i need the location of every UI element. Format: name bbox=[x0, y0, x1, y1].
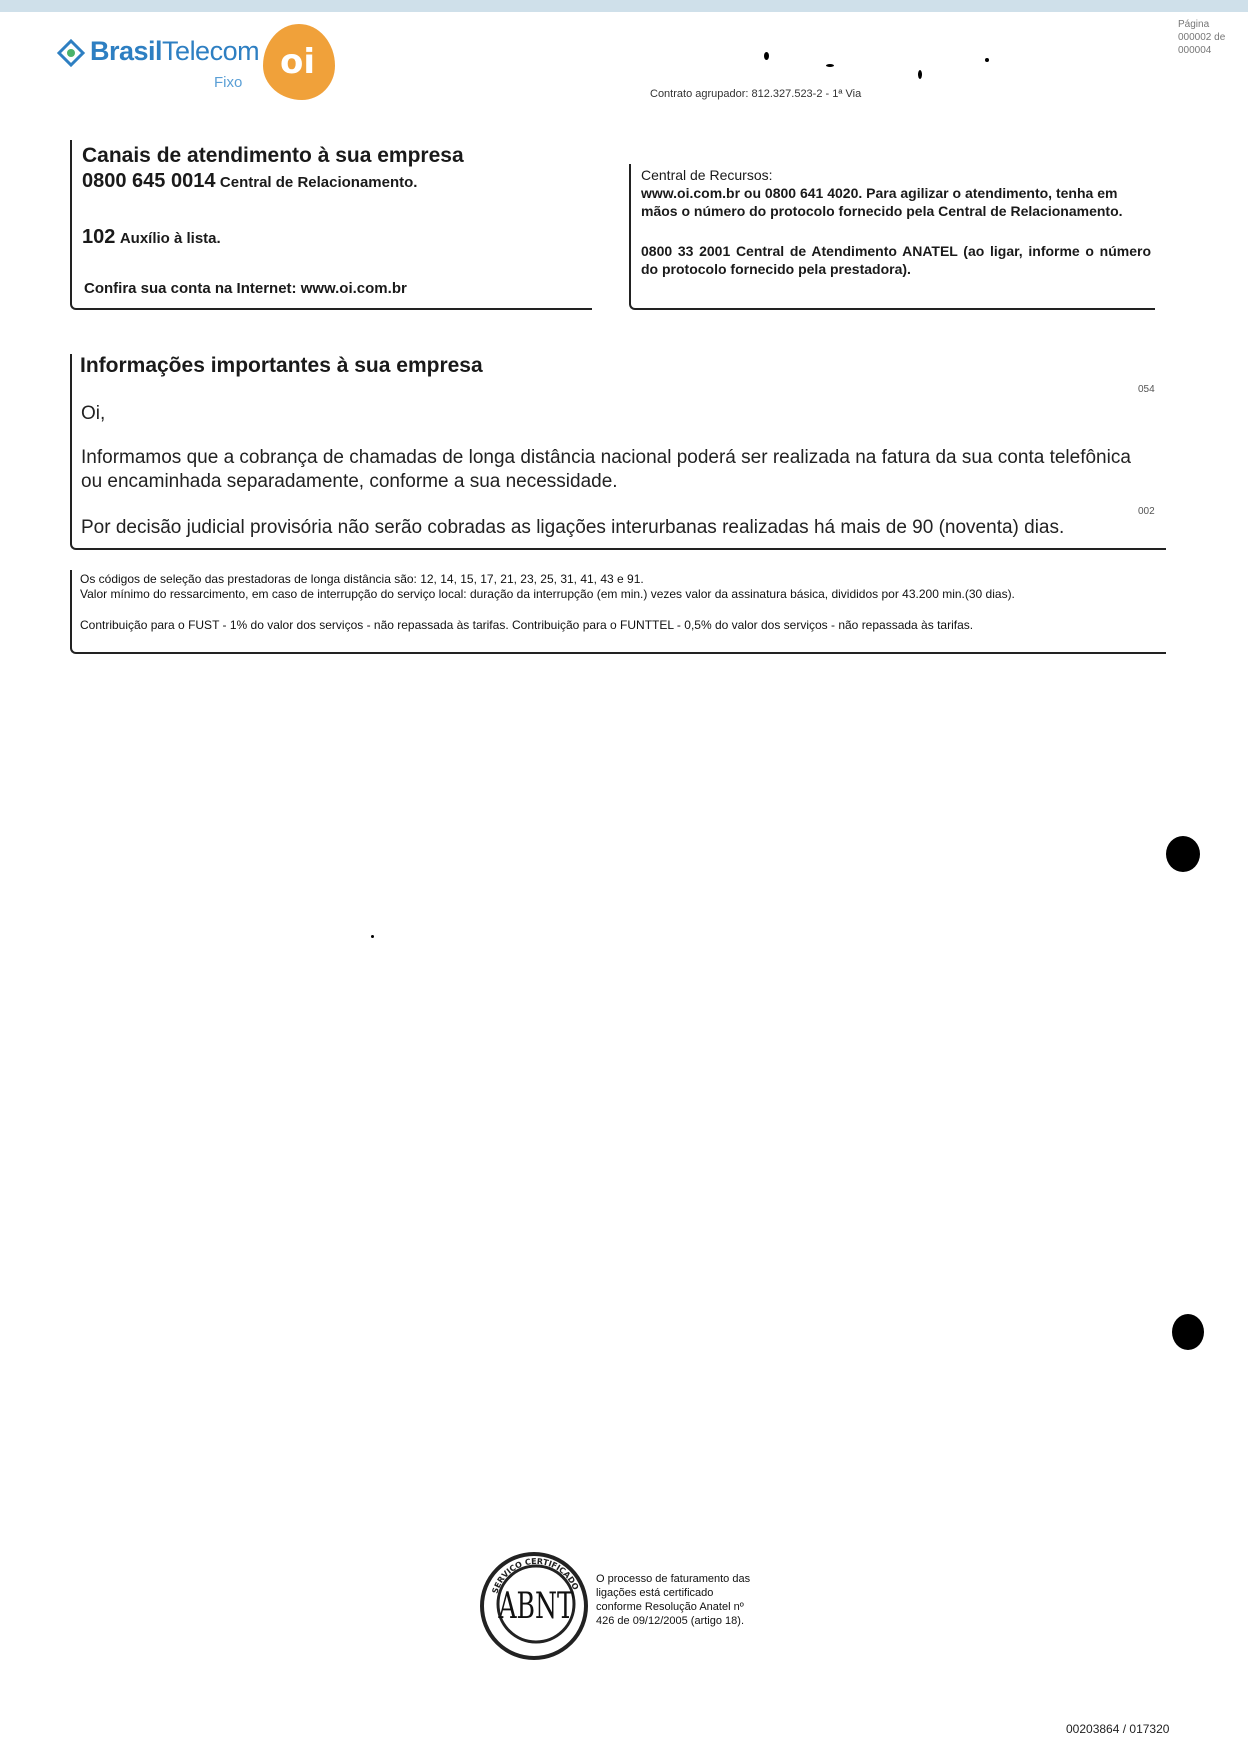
scan-speck bbox=[371, 935, 374, 938]
central-recursos-box bbox=[629, 164, 1155, 310]
scan-speck bbox=[918, 70, 922, 79]
contrato-agrupador: Contrato agrupador: 812.327.523-2 - 1ª Via bbox=[650, 88, 862, 100]
scan-speck bbox=[764, 52, 769, 60]
paragraph-longa-distancia: Informamos que a cobrança de chamadas de longa distância nacional poderá ser realizada na fatura da sua conta telefônica ou encaminhada separadamente, conforme a sua necessidade. bbox=[81, 447, 1131, 492]
codigos-prestadoras: Os códigos de seleção das prestadoras de longa distância são: 12, 14, 15, 17, 21, 23, 25, 31, 41, 43 e 91. bbox=[80, 572, 644, 586]
scan-top-band bbox=[0, 0, 1248, 12]
abnt-seal-ring-text: SERVIÇO CERTIFICADO bbox=[490, 1556, 581, 1595]
anatel-text: 0800 33 2001 Central de Atendimento ANATEL (ao ligar, informe o número do protocolo fornecido pela prestadora). bbox=[641, 243, 1151, 277]
brand-name: BrasilTelecom bbox=[90, 36, 260, 66]
punch-hole bbox=[1172, 1314, 1204, 1350]
abnt-seal-text: ABNT bbox=[498, 1585, 574, 1628]
central-relacionamento bbox=[82, 170, 417, 193]
oi-logo bbox=[263, 24, 335, 100]
fust-funttel-text: Contribuição para o FUST - 1% do valor dos serviços - não repassada às tarifas. Contribuição para o FUNTTEL - 0,5% do valor dos serviços - não repassada às tarifas. bbox=[80, 618, 974, 632]
phone-auxilio: 102 bbox=[82, 226, 116, 248]
abnt-seal bbox=[478, 1546, 588, 1664]
canais-atendimento-box bbox=[70, 140, 592, 310]
phone-relacionamento: 0800 645 0014 bbox=[82, 170, 216, 192]
notas-box bbox=[70, 570, 1166, 654]
brand-subtitle: Fixo bbox=[214, 74, 243, 91]
abnt-seal-icon bbox=[478, 1546, 588, 1664]
greeting: Oi, bbox=[81, 403, 106, 424]
message-code: 054 bbox=[1138, 384, 1155, 395]
recursos-title: Central de Recursos: bbox=[641, 167, 773, 183]
message-code: 002 bbox=[1138, 506, 1155, 517]
internet-link: Confira sua conta na Internet: www.oi.com.br bbox=[84, 280, 407, 297]
ressarcimento-text: Valor mínimo do ressarcimento, em caso de interrupção do serviço local: duração da interrupção (em min.) vezes valor da assinatura básica, divididos por 43.200 min.(30 dias). bbox=[80, 587, 1015, 601]
informacoes-box bbox=[70, 354, 1166, 550]
informacoes-title: Informações importantes à sua empresa bbox=[80, 354, 483, 377]
document-id: 00203864 / 017320 bbox=[1066, 1722, 1170, 1736]
recursos-text: www.oi.com.br ou 0800 641 4020. Para agilizar o atendimento, tenha em mãos o número do protocolo fornecido pela Central de Relacionamento. bbox=[641, 185, 1123, 219]
canais-title: Canais de atendimento à sua empresa bbox=[82, 144, 464, 167]
page-number: Página 000002 de 000004 bbox=[1178, 19, 1226, 56]
brasil-telecom-logo bbox=[56, 36, 260, 91]
paragraph-decisao-judicial: Por decisão judicial provisória não serão cobradas as ligações interurbanas realizadas há mais de 90 (noventa) dias. bbox=[81, 517, 1065, 538]
phone-auxilio-label: Auxílio à lista. bbox=[119, 230, 221, 247]
phone-relacionamento-label: Central de Relacionamento. bbox=[219, 174, 418, 191]
punch-hole bbox=[1166, 836, 1200, 872]
scan-speck bbox=[985, 58, 989, 62]
oi-logo-text: oi bbox=[280, 42, 316, 82]
auxilio-lista bbox=[82, 226, 221, 249]
scan-speck bbox=[826, 64, 834, 67]
brasil-telecom-icon bbox=[56, 38, 86, 68]
certificacao-text: O processo de faturamento das ligações está certificado conforme Resolução Anatel nº 426 de 09/12/2005 (artigo 18). bbox=[596, 1573, 751, 1627]
